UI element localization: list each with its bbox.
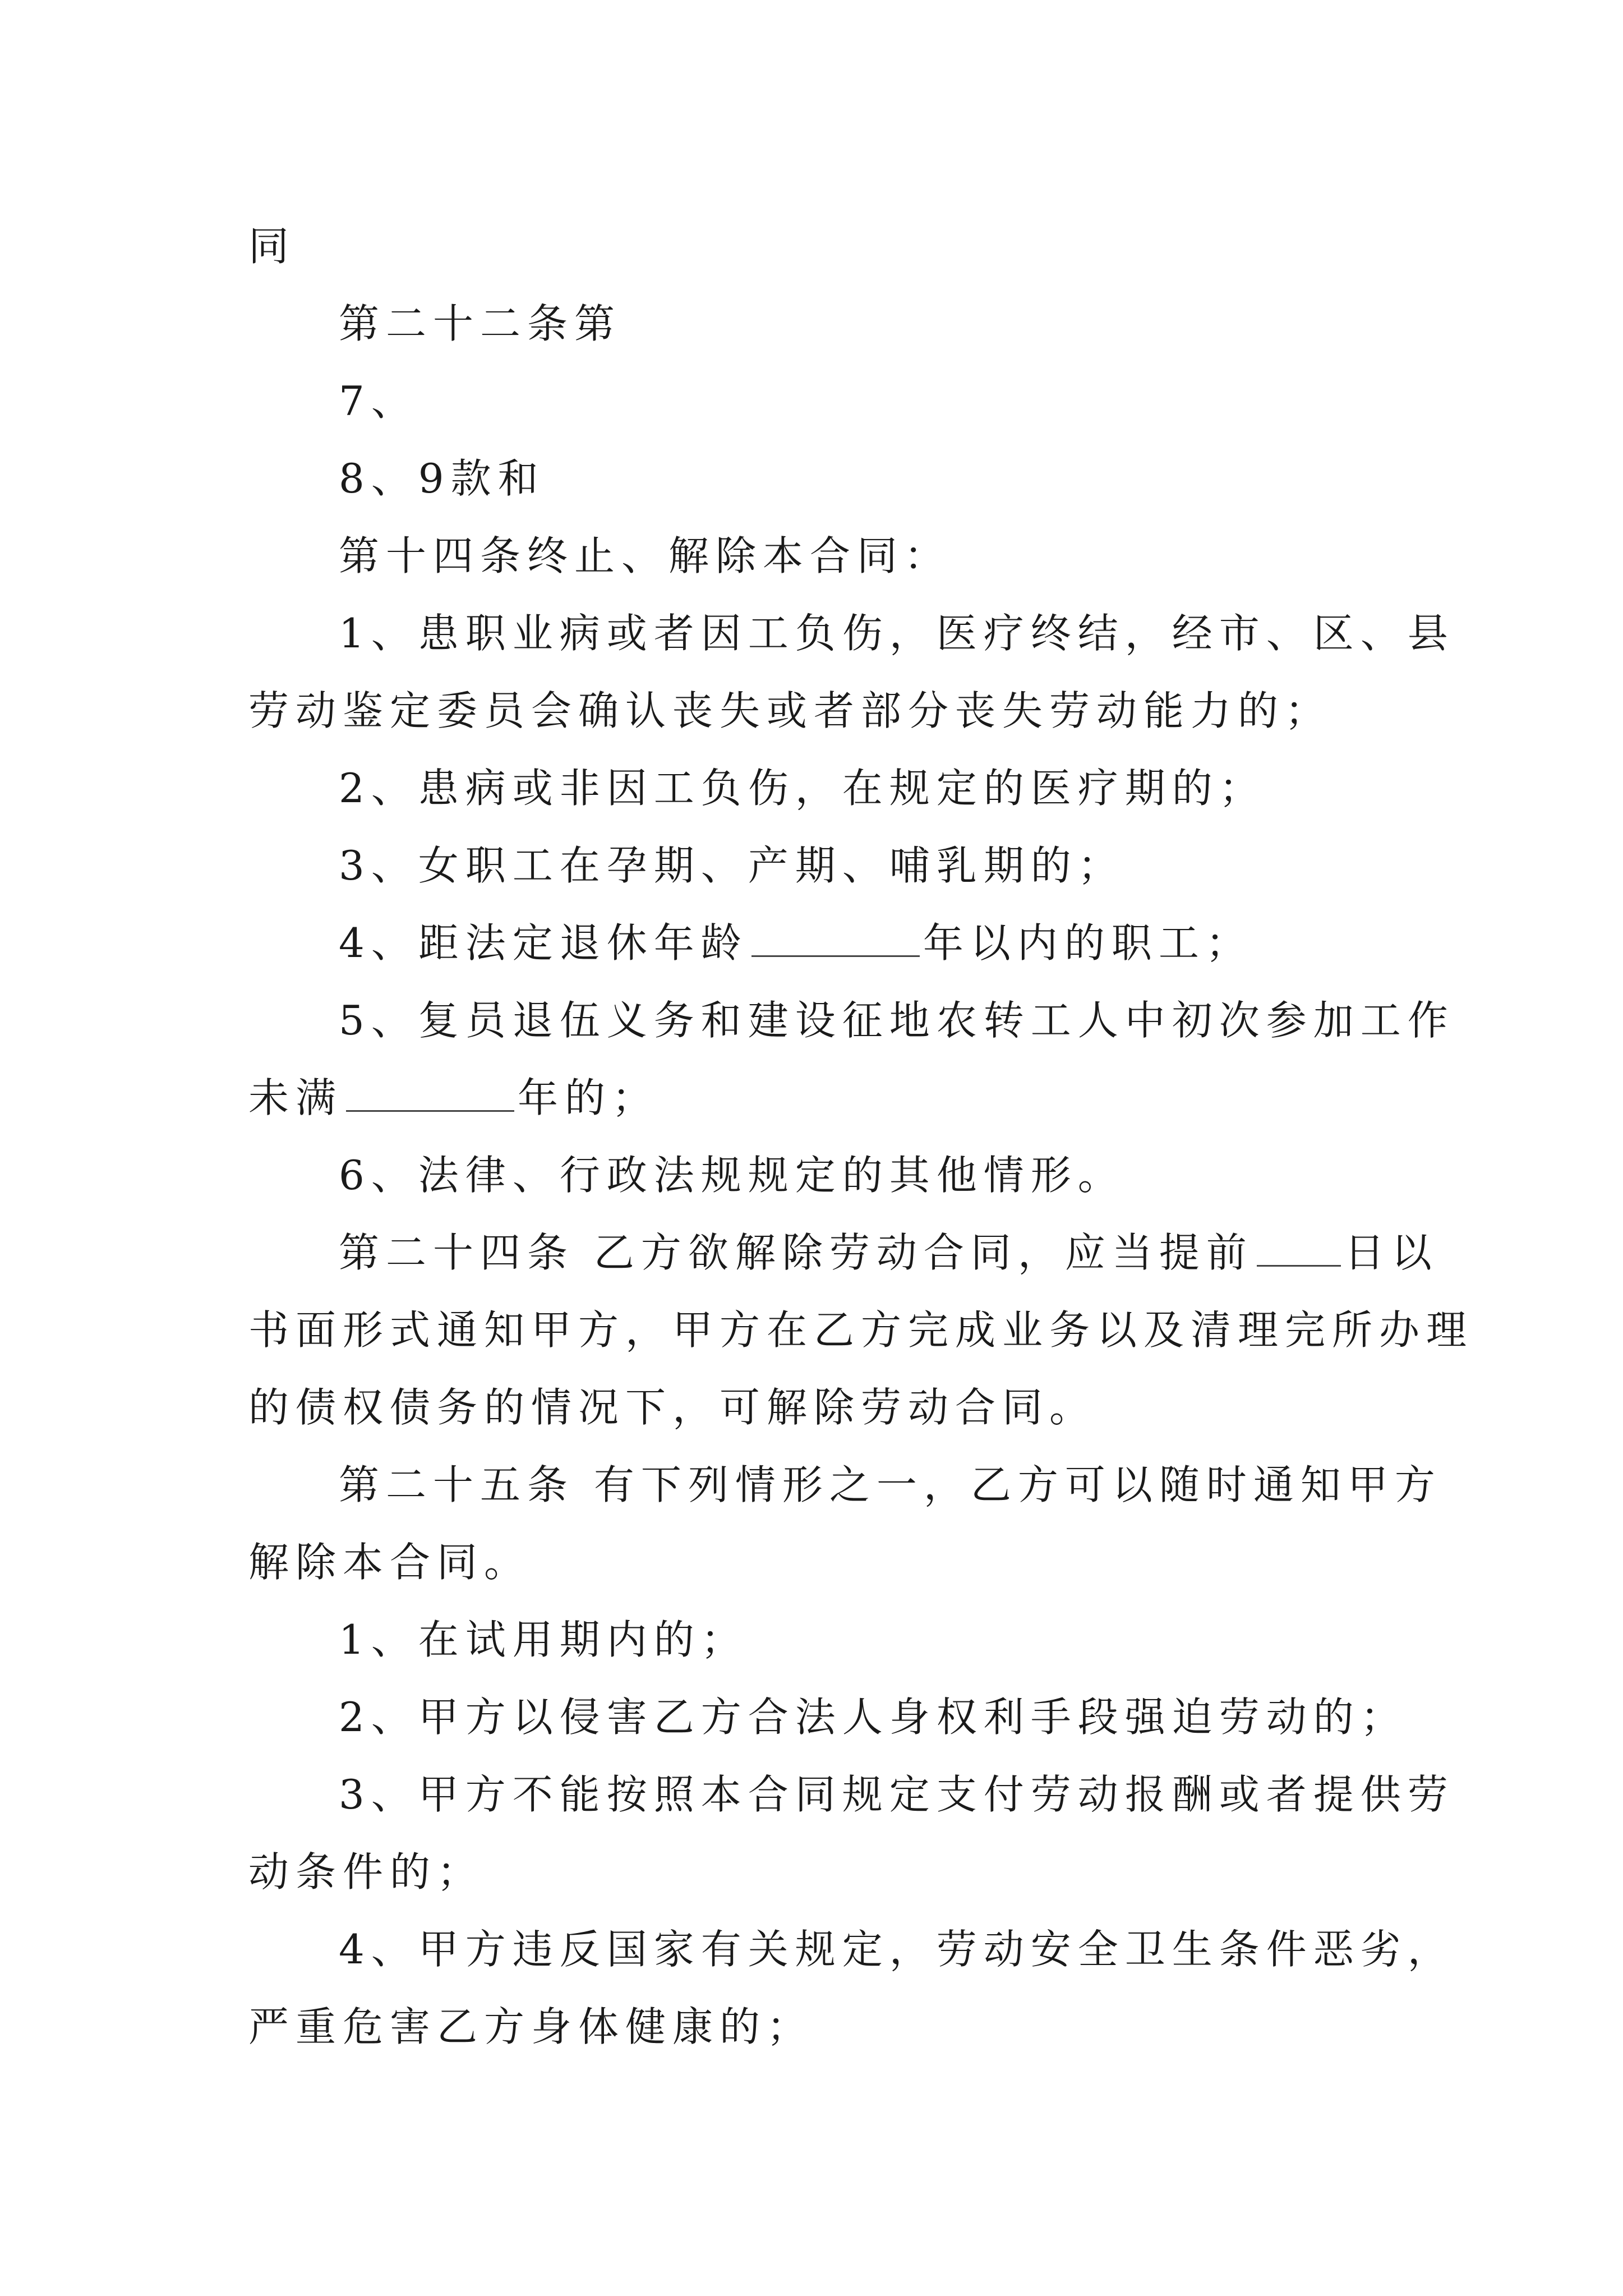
line-text: 2、患病或非因工负伤，在规定的医疗期的； — [339, 765, 1266, 812]
text-line — [248, 1214, 1438, 1291]
line-text: 1、患职业病或者因工负伤，医疗终结，经市、区、县 — [339, 610, 1455, 657]
fill-in-blank — [751, 924, 920, 957]
text-line — [248, 285, 1386, 362]
line-text: 4、甲方违反国家有关规定，劳动安全卫生条件恶劣， — [339, 1926, 1455, 1973]
text-line — [248, 1524, 1386, 1601]
text-line — [248, 1756, 1455, 1833]
text-line — [248, 440, 1386, 517]
line-text: 的债权债务的情况下，可解除劳动合同。 — [248, 1384, 1097, 1431]
text-line — [248, 1601, 1386, 1678]
text-line — [248, 982, 1455, 1059]
line-text: 第二十五条 有下列情形之一，乙方可以随时通知甲方 — [339, 1461, 1442, 1508]
text-line — [248, 904, 1386, 982]
document-body — [248, 208, 1474, 2065]
text-line — [248, 1446, 1442, 1524]
line-text: 解除本合同。 — [248, 1539, 532, 1586]
line-text: 第二十四条 乙方欲解除劳动合同，应当提前 — [339, 1229, 1253, 1276]
text-line — [248, 1291, 1474, 1369]
line-text: 6、法律、行政法规规定的其他情形。 — [339, 1152, 1125, 1199]
line-text: 第二十二条第 — [339, 300, 622, 347]
text-line — [248, 1911, 1455, 1988]
line-text: 3、女职工在孕期、产期、哺乳期的； — [339, 842, 1125, 889]
line-text: 年的； — [518, 1074, 660, 1121]
line-text: 第十四条终止、解除本合同： — [339, 532, 952, 579]
text-line — [248, 362, 1386, 440]
text-line — [248, 1137, 1386, 1214]
line-text: 3、甲方不能按照本合同规定支付劳动报酬或者提供劳 — [339, 1771, 1455, 1818]
line-text: 书面形式通知甲方，甲方在乙方完成业务以及清理完所办理 — [248, 1306, 1474, 1354]
line-text: 劳动鉴定委员会确认丧失或者部分丧失劳动能力的； — [248, 687, 1332, 734]
line-text: 5、复员退伍义务和建设征地农转工人中初次参加工作 — [339, 997, 1455, 1044]
text-line — [248, 827, 1386, 904]
line-text: 7、 — [339, 378, 418, 425]
fill-in-blank — [1257, 1234, 1341, 1267]
text-line — [248, 1369, 1386, 1446]
text-line — [248, 1988, 1386, 2065]
text-line — [248, 672, 1386, 749]
line-text: 动条件的； — [248, 1848, 485, 1895]
text-line — [248, 749, 1386, 827]
line-text: 同 — [248, 223, 296, 270]
line-text: 8、9款和 — [339, 455, 545, 502]
text-line — [248, 1678, 1408, 1756]
line-text: 年以内的职工； — [923, 919, 1253, 967]
line-text: 2、甲方以侵害乙方合法人身权利手段强迫劳动的； — [339, 1694, 1408, 1741]
line-text: 1、在试用期内的； — [339, 1616, 748, 1663]
text-line — [248, 1059, 1386, 1137]
line-text: 日以 — [1344, 1229, 1438, 1276]
text-line — [248, 208, 1386, 285]
text-line — [248, 1833, 1386, 1911]
fill-in-blank — [346, 1079, 514, 1112]
line-text: 严重危害乙方身体健康的； — [248, 2003, 814, 2050]
text-line — [248, 517, 1386, 595]
line-text: 4、距法定退休年龄 — [339, 919, 748, 967]
text-line — [248, 595, 1455, 672]
line-text: 未满 — [248, 1074, 343, 1121]
